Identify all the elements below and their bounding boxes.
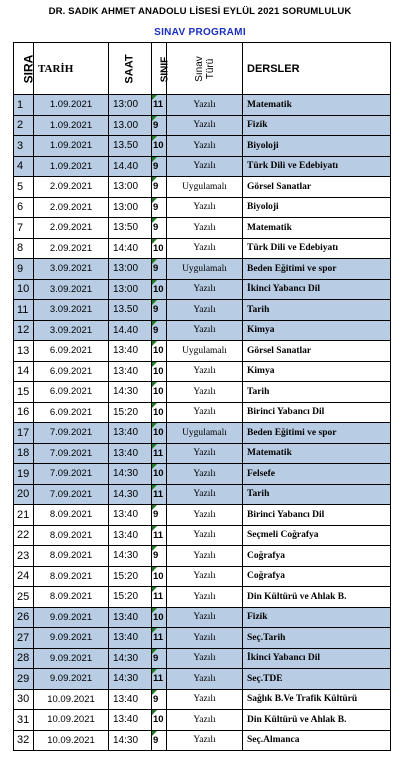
cell-sinif: 9 [152, 505, 167, 526]
cell-sinav-turu: Yazılı [167, 238, 243, 259]
cell-comment-marker-icon [152, 444, 157, 449]
cell-ders: Tarih [243, 300, 391, 321]
cell-ders: Sağlık B.Ve Trafik Kültürü [243, 689, 391, 710]
cell-tarih: 8.09.2021 [34, 546, 109, 567]
cell-tarih: 9.09.2021 [34, 669, 109, 690]
cell-sinif: 10 [152, 341, 167, 362]
table-row [14, 730, 391, 751]
cell-ders: Tarih [243, 484, 391, 505]
cell-saat: 14.40 [109, 156, 152, 177]
cell-sira: 1 [14, 95, 34, 116]
cell-sinav-turu: Yazılı [167, 382, 243, 403]
cell-sira: 5 [14, 177, 34, 198]
cell-sinav-turu: Yazılı [167, 361, 243, 382]
cell-sira: 26 [14, 607, 34, 628]
cell-ders: Seç.Tarih [243, 628, 391, 649]
cell-sira: 27 [14, 628, 34, 649]
table-row [14, 423, 391, 444]
cell-comment-marker-icon [152, 382, 157, 387]
cell-sinav-turu: Uygulamalı [167, 259, 243, 280]
cell-sinav-turu: Yazılı [167, 197, 243, 218]
cell-comment-marker-icon [152, 362, 157, 367]
cell-sinav-turu: Yazılı [167, 402, 243, 423]
cell-ders: Tarih [243, 382, 391, 403]
cell-sinav-turu: Uygulamalı [167, 423, 243, 444]
cell-sinav-turu: Yazılı [167, 546, 243, 567]
cell-saat: 13:40 [109, 341, 152, 362]
cell-tarih: 2.09.2021 [34, 177, 109, 198]
table-row [14, 587, 391, 608]
cell-saat: 13:40 [109, 443, 152, 464]
table-row [14, 156, 391, 177]
cell-sira: 18 [14, 443, 34, 464]
cell-tarih: 8.09.2021 [34, 566, 109, 587]
cell-sinif: 9 [152, 218, 167, 239]
cell-comment-marker-icon [152, 423, 157, 428]
cell-saat: 13:00 [109, 95, 152, 116]
cell-comment-marker-icon [152, 464, 157, 469]
table-row [14, 607, 391, 628]
cell-comment-marker-icon [152, 608, 157, 613]
cell-sinav-turu: Yazılı [167, 136, 243, 157]
cell-sinav-turu: Yazılı [167, 218, 243, 239]
cell-saat: 13:40 [109, 607, 152, 628]
cell-comment-marker-icon [152, 218, 157, 223]
cell-sinav-turu: Uygulamalı [167, 341, 243, 362]
cell-tarih: 8.09.2021 [34, 525, 109, 546]
cell-saat: 13.50 [109, 300, 152, 321]
cell-saat: 14:40 [109, 238, 152, 259]
cell-sinif: 9 [152, 259, 167, 280]
cell-tarih: 1.09.2021 [34, 156, 109, 177]
cell-comment-marker-icon [152, 321, 157, 326]
cell-sinav-turu: Yazılı [167, 156, 243, 177]
table-row [14, 669, 391, 690]
cell-saat: 13:40 [109, 710, 152, 731]
cell-saat: 13.00 [109, 115, 152, 136]
cell-sinav-turu: Yazılı [167, 300, 243, 321]
cell-saat: 14:30 [109, 464, 152, 485]
cell-saat: 14.40 [109, 320, 152, 341]
cell-tarih: 2.09.2021 [34, 197, 109, 218]
cell-ders: Matematik [243, 95, 391, 116]
cell-sinif: 11 [152, 443, 167, 464]
cell-saat: 15:20 [109, 587, 152, 608]
page-title: DR. SADIK AHMET ANADOLU LİSESİ EYLÜL 2021 SORUMLULUK [48, 6, 352, 17]
cell-ders: Kimya [243, 361, 391, 382]
cell-sinav-turu: Yazılı [167, 669, 243, 690]
cell-tarih: 2.09.2021 [34, 238, 109, 259]
cell-ders: Matematik [243, 443, 391, 464]
table-header-row [14, 43, 391, 95]
cell-sira: 19 [14, 464, 34, 485]
cell-saat: 13:40 [109, 525, 152, 546]
cell-tarih: 10.09.2021 [34, 730, 109, 751]
cell-sinav-turu: Yazılı [167, 628, 243, 649]
cell-comment-marker-icon [152, 526, 157, 531]
cell-tarih: 1.09.2021 [34, 95, 109, 116]
cell-sira: 22 [14, 525, 34, 546]
cell-saat: 13:40 [109, 361, 152, 382]
cell-ders: Matematik [243, 218, 391, 239]
cell-sinif: 10 [152, 710, 167, 731]
cell-sinav-turu: Yazılı [167, 464, 243, 485]
table-row [14, 443, 391, 464]
cell-comment-marker-icon [152, 669, 157, 674]
cell-ders: Seç.Almanca [243, 730, 391, 751]
cell-sira: 13 [14, 341, 34, 362]
cell-comment-marker-icon [152, 690, 157, 695]
cell-sinif: 11 [152, 669, 167, 690]
cell-saat: 13:40 [109, 505, 152, 526]
cell-sinif: 9 [152, 177, 167, 198]
table-row [14, 628, 391, 649]
cell-comment-marker-icon [152, 587, 157, 592]
table-row [14, 341, 391, 362]
cell-sinif: 11 [152, 525, 167, 546]
cell-saat: 13:50 [109, 218, 152, 239]
cell-sira: 14 [14, 361, 34, 382]
table-row [14, 320, 391, 341]
cell-sinif: 9 [152, 730, 167, 751]
cell-sira: 3 [14, 136, 34, 157]
cell-sinif: 9 [152, 197, 167, 218]
cell-sinif: 9 [152, 115, 167, 136]
cell-ders: Din Kültürü ve Ahlak B. [243, 587, 391, 608]
cell-sinif: 10 [152, 382, 167, 403]
cell-saat: 14:30 [109, 730, 152, 751]
cell-sinif: 10 [152, 607, 167, 628]
cell-ders: İkinci Yabancı Dil [243, 279, 391, 300]
exam-schedule-table [13, 42, 391, 751]
cell-comment-marker-icon [152, 116, 157, 121]
table-row [14, 300, 391, 321]
cell-saat: 13.50 [109, 136, 152, 157]
table-row [14, 177, 391, 198]
cell-ders: Fizik [243, 607, 391, 628]
cell-tarih: 9.09.2021 [34, 628, 109, 649]
cell-comment-marker-icon [152, 567, 157, 572]
cell-saat: 14:30 [109, 669, 152, 690]
cell-sinav-turu: Yazılı [167, 115, 243, 136]
cell-tarih: 3.09.2021 [34, 279, 109, 300]
cell-ders: Görsel Sanatlar [243, 341, 391, 362]
cell-sinav-turu: Yazılı [167, 95, 243, 116]
cell-ders: Din Kültürü ve Ahlak B. [243, 710, 391, 731]
cell-sira: 16 [14, 402, 34, 423]
cell-tarih: 3.09.2021 [34, 320, 109, 341]
cell-sinif: 10 [152, 464, 167, 485]
cell-sira: 7 [14, 218, 34, 239]
cell-sira: 21 [14, 505, 34, 526]
cell-saat: 14:30 [109, 382, 152, 403]
cell-ders: Biyoloji [243, 136, 391, 157]
table-row [14, 484, 391, 505]
cell-comment-marker-icon [152, 546, 157, 551]
cell-ders: Seç.TDE [243, 669, 391, 690]
cell-sinif: 9 [152, 156, 167, 177]
table-row [14, 361, 391, 382]
cell-ders: Coğrafya [243, 546, 391, 567]
cell-saat: 13:00 [109, 279, 152, 300]
cell-sira: 4 [14, 156, 34, 177]
cell-tarih: 7.09.2021 [34, 484, 109, 505]
cell-sira: 32 [14, 730, 34, 751]
cell-comment-marker-icon [152, 731, 157, 736]
cell-ders: Görsel Sanatlar [243, 177, 391, 198]
cell-sinif: 10 [152, 361, 167, 382]
cell-sinav-turu: Yazılı [167, 505, 243, 526]
cell-comment-marker-icon [152, 259, 157, 264]
cell-sinav-turu: Yazılı [167, 566, 243, 587]
cell-sira: 10 [14, 279, 34, 300]
table-row [14, 525, 391, 546]
table-row [14, 136, 391, 157]
cell-sinif: 9 [152, 320, 167, 341]
cell-sinav-turu: Uygulamalı [167, 177, 243, 198]
column-header-sinav-turu: Sınav Türü [167, 43, 243, 95]
cell-ders: Türk Dili ve Edebiyatı [243, 156, 391, 177]
cell-sinif: 10 [152, 566, 167, 587]
cell-sinav-turu: Yazılı [167, 279, 243, 300]
cell-tarih: 3.09.2021 [34, 259, 109, 280]
cell-sira: 28 [14, 648, 34, 669]
cell-saat: 13:40 [109, 423, 152, 444]
cell-ders: Birinci Yabancı Dil [243, 402, 391, 423]
cell-sira: 11 [14, 300, 34, 321]
cell-tarih: 6.09.2021 [34, 402, 109, 423]
table-row [14, 464, 391, 485]
cell-tarih: 9.09.2021 [34, 648, 109, 669]
cell-comment-marker-icon [152, 485, 157, 490]
cell-saat: 15:20 [109, 566, 152, 587]
cell-tarih: 6.09.2021 [34, 361, 109, 382]
cell-comment-marker-icon [152, 157, 157, 162]
cell-sinif: 11 [152, 95, 167, 116]
cell-tarih: 8.09.2021 [34, 505, 109, 526]
cell-sira: 8 [14, 238, 34, 259]
cell-saat: 13:40 [109, 689, 152, 710]
cell-comment-marker-icon [152, 280, 157, 285]
table-row [14, 259, 391, 280]
cell-sira: 25 [14, 587, 34, 608]
cell-sinif: 10 [152, 402, 167, 423]
cell-sinav-turu: Yazılı [167, 525, 243, 546]
cell-ders: Birinci Yabancı Dil [243, 505, 391, 526]
cell-sira: 29 [14, 669, 34, 690]
cell-sinav-turu: Yazılı [167, 587, 243, 608]
table-row [14, 115, 391, 136]
cell-tarih: 8.09.2021 [34, 587, 109, 608]
cell-sinif: 10 [152, 279, 167, 300]
cell-sira: 9 [14, 259, 34, 280]
cell-ders: Beden Eğitimi ve spor [243, 259, 391, 280]
cell-ders: Türk Dili ve Edebiyatı [243, 238, 391, 259]
cell-ders: Fizik [243, 115, 391, 136]
cell-tarih: 10.09.2021 [34, 689, 109, 710]
table-row [14, 238, 391, 259]
cell-sinav-turu: Yazılı [167, 730, 243, 751]
cell-comment-marker-icon [152, 177, 157, 182]
cell-ders: Beden Eğitimi ve spor [243, 423, 391, 444]
table-row [14, 505, 391, 526]
cell-saat: 13:00 [109, 197, 152, 218]
table-row [14, 95, 391, 116]
cell-comment-marker-icon [152, 239, 157, 244]
cell-saat: 14:30 [109, 546, 152, 567]
cell-comment-marker-icon [152, 649, 157, 654]
cell-sinif: 9 [152, 546, 167, 567]
cell-sinif: 11 [152, 628, 167, 649]
column-header-tarih: TARİH [34, 43, 109, 95]
table-row [14, 566, 391, 587]
cell-saat: 13:00 [109, 177, 152, 198]
table-row [14, 648, 391, 669]
cell-tarih: 6.09.2021 [34, 382, 109, 403]
cell-sinif: 10 [152, 423, 167, 444]
cell-sira: 6 [14, 197, 34, 218]
cell-tarih: 7.09.2021 [34, 464, 109, 485]
table-row [14, 546, 391, 567]
table-row [14, 218, 391, 239]
cell-tarih: 3.09.2021 [34, 300, 109, 321]
column-header-sira: SIRA [14, 43, 34, 95]
cell-ders: İkinci Yabancı Dil [243, 648, 391, 669]
cell-sira: 15 [14, 382, 34, 403]
cell-sinif: 11 [152, 587, 167, 608]
cell-sira: 17 [14, 423, 34, 444]
cell-sinav-turu: Yazılı [167, 648, 243, 669]
cell-sira: 24 [14, 566, 34, 587]
cell-tarih: 7.09.2021 [34, 443, 109, 464]
cell-sinif: 9 [152, 300, 167, 321]
cell-sira: 20 [14, 484, 34, 505]
cell-sinif: 10 [152, 136, 167, 157]
cell-comment-marker-icon [152, 95, 157, 100]
table-row [14, 710, 391, 731]
cell-sinif: 11 [152, 484, 167, 505]
table-row [14, 402, 391, 423]
cell-sinav-turu: Yazılı [167, 443, 243, 464]
cell-sinif: 9 [152, 689, 167, 710]
cell-sira: 12 [14, 320, 34, 341]
page-subtitle: SINAV PROGRAMI [154, 27, 246, 38]
cell-ders: Coğrafya [243, 566, 391, 587]
table-row [14, 689, 391, 710]
cell-sinif: 9 [152, 648, 167, 669]
cell-sinav-turu: Yazılı [167, 607, 243, 628]
cell-saat: 14:30 [109, 648, 152, 669]
cell-comment-marker-icon [152, 505, 157, 510]
cell-tarih: 1.09.2021 [34, 136, 109, 157]
table-row [14, 197, 391, 218]
cell-saat: 15:20 [109, 402, 152, 423]
cell-sinav-turu: Yazılı [167, 320, 243, 341]
cell-tarih: 6.09.2021 [34, 341, 109, 362]
cell-saat: 14.30 [109, 484, 152, 505]
cell-sira: 30 [14, 689, 34, 710]
column-header-sinif: SINIF [152, 43, 167, 95]
cell-sinav-turu: Yazılı [167, 710, 243, 731]
cell-comment-marker-icon [152, 341, 157, 346]
cell-sinav-turu: Yazılı [167, 484, 243, 505]
cell-tarih: 10.09.2021 [34, 710, 109, 731]
cell-tarih: 2.09.2021 [34, 218, 109, 239]
cell-comment-marker-icon [152, 300, 157, 305]
table-row [14, 382, 391, 403]
cell-tarih: 1.09.2021 [34, 115, 109, 136]
cell-ders: Seçmeli Coğrafya [243, 525, 391, 546]
cell-ders: Biyoloji [243, 197, 391, 218]
table-row [14, 279, 391, 300]
column-header-dersler: DERSLER [243, 43, 391, 95]
cell-comment-marker-icon [152, 198, 157, 203]
cell-sira: 23 [14, 546, 34, 567]
cell-ders: Kimya [243, 320, 391, 341]
cell-sinif: 10 [152, 238, 167, 259]
cell-saat: 13:00 [109, 259, 152, 280]
cell-comment-marker-icon [152, 136, 157, 141]
cell-comment-marker-icon [152, 403, 157, 408]
cell-sira: 2 [14, 115, 34, 136]
cell-tarih: 9.09.2021 [34, 607, 109, 628]
cell-sinav-turu: Yazılı [167, 689, 243, 710]
cell-ders: Felsefe [243, 464, 391, 485]
cell-comment-marker-icon [152, 628, 157, 633]
cell-sira: 31 [14, 710, 34, 731]
cell-saat: 13:40 [109, 628, 152, 649]
cell-comment-marker-icon [152, 710, 157, 715]
column-header-saat: SAAT [109, 43, 152, 95]
cell-tarih: 7.09.2021 [34, 423, 109, 444]
